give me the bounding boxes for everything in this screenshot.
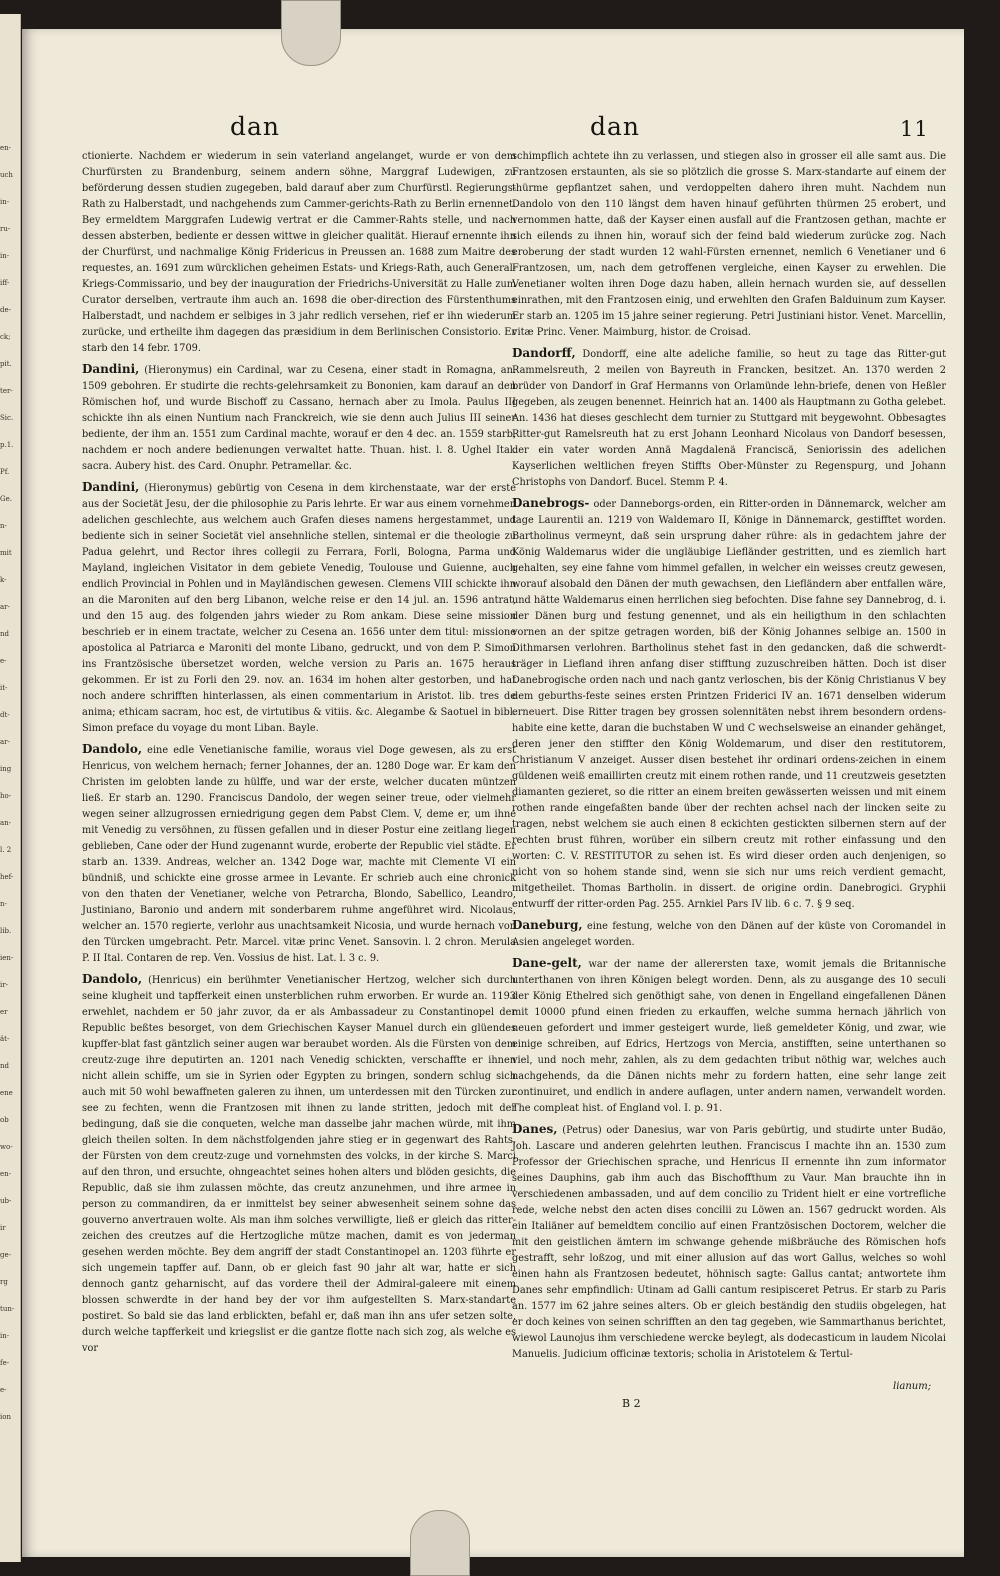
entry-text: (Hieronymus) ein Cardinal, war zu Cesena, einer stadt in Romagna, an. 1509 gebohren. Er studirte die rechts-gelehrsamkeit zu Bononien, kam darauf an den Römischen hof, und wurde Bischoff zu Cassano, hernach aber zu Imola. Paulus III schickte ihn als einen Nuntium nach Franckreich, wie sie denn auch Julius III seiner bediente, der ihm an. 1551 zum Cardinal machte, worauf er den 4 dec. an. 1559 starb, nachdem er noch andere bedienungen verwaltet hatte. Thuan. hist. l. 8. Ughel Ital. sacra. Aubery hist. des Card. Onuphr. Petramellar. &c. — [82, 365, 516, 472]
entry-text: Dondorff, eine alte adeliche familie, so heut zu tage das Ritter-gut Rammelsreuth, 2 meilen von Bayreuth in Francken, besitzet. An. 1370 werden 2 brüder von Dandorf in Graf Hermanns von Orlamünde lehn-briefe, denen von Heßler gegeben, als zeugen benennet. Heinrich hat an. 1400 als Hauptmann zu Gotha gelebet. An. 1436 hat dieses geschlecht dem turnier zu Stuttgard mit beygewohnt. Obbesagtes Ritter-gut Ramelsreuth hat zu erst Johann Leonhard Nicolaus von Dandorf besessen, der ein vater worden Annä Magdalenä Franciscä, Seniorissin des adelichen Kayserlichen weltlichen freyen Stiffts Ober-Münster zu Regenspurg, und Johann Christophs von Dandorf. Bucel. Stemm P. 4. — [512, 349, 946, 488]
book-clip-top — [281, 0, 341, 66]
left-page-text-fragment: ien- — [0, 954, 14, 962]
left-page-text-fragment: p.1. — [0, 441, 14, 449]
entry-text: war der name der allerersten taxe, womit jemals die Britannische unterthanen von ihren Königen belegt worden. Denn, als zu ausgange des 10 seculi der König Ethelred sich genöthigt sahe, von denen in Engelland eingefallenen Dänen mit 10000 pfund einen frieden zu erkauffen, welche summa hernach jährlich von neuen gefordert und immer gesteigert wurde, ließ gemeldeter König, und zwar, wie einige schreiben, auf Edrics, Hertzogs von Mercia, anstifften, seine unterthanen so viel, und noch mehr, zahlen, als zu dem gedachten tribut nöthig war, welches auch nachgehends, da die Dänen nichts mehr zu fordern hatten, eine sehr lange zeit continuiret, und endlich in andere auflagen, unter andern namen, verwandelt worden. The compleat hist. of England vol. I. p. 91. — [512, 959, 946, 1114]
left-page-text-fragment: ir- — [0, 981, 8, 989]
entry-paragraph — [82, 479, 516, 737]
left-page-text-fragment: ir — [0, 1224, 6, 1232]
entry-headword: Danebrogs- — [512, 496, 590, 510]
running-head-right: dan — [590, 112, 641, 141]
entry-text: ctionierte. Nachdem er wiederum in sein vaterland angelanget, wurde er von dem Churfürsten zu Brandenburg, seinem andern söhne, Marggraf Ludewigen, zu beförderung dessen studien zugegeben, bald darauf aber zum Churfürstl. Regierungs-Rath zu Halberstadt, und nachgehends zum Cammer-gerichts-Rath zu Berlin ernennet. Bey ermeldtem Marggrafen Ludewig vertrat er die Cammer-Rahts stelle, und nach dessen absterben, bediente er dessen wittwe in gleicher qualität. Hierauf ernennte ihn der Churfürst, und nachmalige König Fridericus in Preussen an. 1688 zum Maitre des requestes, an. 1691 zum würcklichen geheimen Estats- und Kriegs-Rath, auch General-Kriegs-Commissario, und bey der inauguration der Friedrichs-Universität zu Halle zum Curator derselben, vertraute ihm auch an. 1698 die ober-direction des Fürstenthums Halberstadt, und nachdem er selbiges in 3 jahr redlich versehen, rief er ihn wiederum zurücke, und ertheilte ihm dagegen das præsidium in dem Berlinischen Consistorio. Er starb den 14 febr. 1709. — [82, 151, 516, 354]
left-page-text-fragment: ob — [0, 1116, 9, 1124]
left-page-text-fragment: en- — [0, 1170, 12, 1178]
book-clip-bottom — [410, 1510, 470, 1576]
entry-text: oder Danneborgs-orden, ein Ritter-orden in Dännemarck, welcher am tage Laurentii an. 1219 von Waldemaro II, Könige in Dännemarck, gestifftet worden. Bartholinus vermeynt, daß sein ursprung daher rühre: als in gedachtem jahre der König Waldemarus wider die ungläubige Liefländer gestritten, und es ziemlich hart gehalten, sey eine fahne vom himmel gefallen, in welcher ein weisses creutz gewesen, worauf alsobald den Dänen der muth gewachsen, den Liefländern aber entfallen wäre, und hätte Waldemarus einen herrlichen sieg befochten. Dise fahne sey Dannebrog, d. i. der Dänen burg und festung genennet, und als ein heiligthum in den schlachten vornen an der spitze getragen worden, biß der König Johannes selbige an. 1500 in Dithmarsen verlohren. Bartholinus stehet fast in den gedancken, daß die schwerdt-träger in Liefland ihren anfang diser stifftung zuzuschreiben hätten. Doch ist diser Danebrogische orden nach und nach gantz verloschen, bis der König Christianus V bey dem geburths-feste seines ersten Printzen Friderici IV an. 1671 denselben widerum erneuert. Dise Ritter tragen bey grossen solennitäten nebst ihrem besondern ordens-habite eine kette, daran die buchstaben W und C wechselsweise an einander gehänget, deren jener den stiffter den König Woldemarum, und diser den restitutorem, Christianum V anzeiget. Ausser disen bestehet ihr ordinari ordens-zeichen in einem güldenen weiß emaillirten creutz mit einem rothen rande, und 11 creutzweis gesetzten diamanten gezieret, so die ritter an einem breiten gewässerten weissen und mit einem rothen rande eingefaßten bande über der rechten achsel nach der lincken seite zu tragen, nebst welchem sie auch einen 8 eckichten gestickten silbernen stern auf der rechten brust führen, worüber ein silbern creutz mit rother einfassung und den worten: C. V. RESTITUTOR zu sehen ist. Es wird dieser orden auch denjenigen, so nicht von so hohem stande sind, wenn sie sich nur ums reich verdient gemacht, mitgetheilet. Thomas Bartholin. in dissert. de origine ordin. Danebrogici. Gryphii entwurff der ritter-orden Pag. 255. Arnkiel Pars IV lib. 6 c. 7. § 9 seq. — [512, 499, 946, 910]
left-page-text-fragment: e- — [0, 657, 7, 665]
left-page-text-fragment: ck; — [0, 333, 11, 341]
entry-text: (Henricus) ein berühmter Venetianischer Hertzog, welcher sich durch seine klugheit und tapfferkeit einen unsterblichen ruhm erworben. Er wurde an. 1193 erwehlet, nachdem er 50 jahr zuvor, da er als Ambassadeur zu Constantinopel der Republic beßtes besorget, von dem Griechischen Kayser Manuel durch ein glüendes kupffer-blat fast gäntzlich seiner augen war beraubet worden. Als die Fürsten von dem creutz-zuge ihre deputirten an. 1201 nach Venedig schickten, verschaffte er ihnen nicht allein schiffe, um sie in Syrien oder Egypten zu bringen, sondern schlug sich auch mit 50 wohl bewaffneten galeren zu ihnen, um unterdessen mit den Türcken zur see zu fechten, wenn die Frantzosen mit ihnen zu lande stritten, jedoch mit der bedingung, daß sie die conqueten, welche man dasselbe jahr machen würde, mit ihm gleich theilen solten. In dem nächstfolgenden jahre stieg er in gegenwart des Rahts, der Fürsten von dem creutz-zuge und vornehmsten des volcks, in der kirche S. Marci auf den thron, und ersuchte, ohngeachtet seines hohen alters und blöden gesichts, die Republic, daß sie ihm zulassen möchte, das creutz anzunehmen, und ihre armee in person zu commandiren, da er inmittelst bey seiner abwesenheit seinem sohne das gouverno anvertrauen wolte. Als man ihm solches verwilligte, ließ er gleich das ritter-zeichen des creutzes auf die Hertzogliche mütze machen, damit es von jederman gesehen werden möchte. Bey dem angriff der stadt Constantinopel an. 1203 führte er sich ungemein tapffer auf. Dann, ob er gleich fast 90 jahr alt war, hatte er sich dennoch gantz geharnischt, auf das vordere theil der Admiral-galeere mit einem blossen schwerdte in der hand bey der vor ihm aufgestellten S. Marx-standarte postiret. So bald sie das land erblickten, befahl er, daß man ihn ans ufer setzen solte, durch welche tapfferkeit und kriegslist er die gantze flotte nach sich zog, als welche es vor — [82, 975, 516, 1354]
left-page-text-fragment: pit. — [0, 360, 12, 368]
entry-paragraph — [512, 149, 946, 341]
left-page-text-fragment: Pf. — [0, 468, 10, 476]
entry-paragraph — [82, 149, 516, 357]
left-page-text-fragment: iff- — [0, 279, 10, 287]
left-page-text-fragment: in- — [0, 198, 10, 206]
left-page-text-fragment: ät- — [0, 1035, 10, 1043]
entry-paragraph — [512, 1121, 946, 1363]
left-page-text-fragment: ru- — [0, 225, 11, 233]
left-page-text-fragment: ub- — [0, 1197, 12, 1205]
entry-headword: Danes, — [512, 1122, 558, 1136]
left-page-edge — [0, 14, 21, 1562]
entry-text: (Petrus) oder Danesius, war von Paris gebürtig, und studirte unter Budäo, Joh. Lascare und anderen gelehrten leuthen. Franciscus I machte ihn an. 1530 zum Professor der Griechischen sprache, und Henricus II ernennte ihn zum informator seines Dauphins, gab ihm auch das Bischoffthum zu Vaur. Man brauchte ihn in verschiedenen ambassaden, und auf dem concilio zu Trident hielt er eine vortrefliche rede, welche nebst den acten dises concilii zu Löwen an. 1567 gedruckt worden. Als ein Italiäner auf bemeldtem concilio auf einen Frantzösischen Doctorem, welcher die mit den geistlichen ämtern im schwange gehende mißbräuche des Römischen hofs gestrafft, sehr loßzog, und mit einer allusion auf das wort Gallus, welches so wohl einen hahn als Frantzosen bedeutet, höhnisch sagte: Gallus cantat; antwortete ihm Danes sehr empfindlich: Utinam ad Galli cantum resipisceret Petrus. Er starb zu Paris an. 1577 im 62 jahre seines alters. Ob er gleich beständig den studiis obgelegen, hat er doch keines von seinen schrifften an den tag gegeben, wie Sammarthanus berichtet, wiewol Launojus ihm verschiedene wercke beylegt, als dodecasticum in laudem Nicolai Manuelis. Judicium officinæ textoris; scholia in Aristotelem & Tertul- — [512, 1125, 946, 1360]
left-page-text-fragment: ho- — [0, 792, 12, 800]
left-page-text-fragment: de- — [0, 306, 11, 314]
running-head-left: dan — [230, 112, 281, 141]
left-column — [82, 149, 516, 1361]
left-page-text-fragment: n- — [0, 522, 7, 530]
entry-text: (Hieronymus) gebürtig von Cesena in dem kirchenstaate, war der erste aus der Societät Jesu, der die philosophie zu Paris lehrte. Er war aus einem vornehmen adelichen geschlechte, aus welchem auch Grafen dieses namens hergestammet, und bediente sich in seiner Societät viel ansehnliche stellen, sintemal er die theologie zu Padua gelehrt, und Rector ihres collegii zu Ferrara, Forli, Bologna, Parma und Mayland, ingleichen Visitator in dem gebiete Venedig, Toulouse und Guienne, auch endlich Provincial in Pohlen und in Mayländischen gewesen. Clemens VIII schickte ihn an die Maroniten auf den berg Libanon, welche reise er den 14 jul. an. 1596 antrat, und den 15 aug. des folgenden jahrs wieder zu Rom ankam. Diese seine mission beschrieb er in einem tractate, welcher zu Cesena an. 1656 unter dem titul: missione apostolica al Patriarca e Maroniti del monte Libano, gedruckt, und von dem P. Simon ins Frantzösische übersetzet worden, welche version zu Paris an. 1675 heraus gekommen. Er ist zu Forli den 29. nov. an. 1634 im hohen alter gestorben, und hat noch andere schrifften hinterlassen, als einen commentarium in Aristot. lib. tres de anima; ethicam sacram, hoc est, de virtutibus & vitiis. &c. Alegambe & Saotuel in bibl. Simon preface du voyage du mont Liban. Bayle. — [82, 483, 516, 734]
entry-headword: Dane-gelt, — [512, 956, 582, 970]
left-page-text-fragment: fe- — [0, 1359, 10, 1367]
entry-paragraph — [82, 971, 516, 1357]
left-page-text-fragment: ter- — [0, 387, 13, 395]
entry-headword: Dandolo, — [82, 742, 143, 756]
left-page-text-fragment: e- — [0, 1386, 7, 1394]
left-page-text-fragment: dt- — [0, 711, 10, 719]
entry-headword: Daneburg, — [512, 918, 583, 932]
entry-paragraph — [82, 741, 516, 967]
left-page-text-fragment: ene — [0, 1089, 13, 1097]
left-page-text-fragment: k- — [0, 576, 7, 584]
left-page-text-fragment: ge- — [0, 1251, 11, 1259]
entry-headword: Dandorff, — [512, 346, 576, 360]
left-page-text-fragment: er — [0, 1008, 8, 1016]
entry-text: schimpflich achtete ihn zu verlassen, und stiegen also in grosser eil alle samt aus. Die Frantzosen erstaunten, als sie so plötzlich die grosse S. Marx-standarte auf einem der thürme gepflantzet sahen, und verdoppelten dahero ihren muht. Nachdem nun Dandolo von den 110 längst dem haven hinauf geführten thürmen 25 erobert, und vernommen hatte, daß der Kayser einen ausfall auf die Frantzosen gethan, machte er sich eilends zu ihnen hin, worauf sich der feind bald wiederum zurücke zog. Nach eroberung der stadt wurden 12 wahl-Fürsten ernennet, nemlich 6 Venetianer und 6 Frantzosen, um, nach dem getroffenen vergleiche, einen Kayser zu erwehlen. Die Venetianer wolten ihren Doge dazu haben, allein hernach wurden sie, auf dessellen einrathen, mit den Frantzosen einig, und erwehlten den Grafen Balduinum zum Kayser. Er starb an. 1205 im 15 jahre seiner regierung. Petri Justiniani histor. Venet. Marcellin, vitæ Princ. Vener. Maimburg, histor. de Croisad. — [512, 151, 946, 338]
entry-paragraph — [512, 345, 946, 491]
left-page-text-fragment: Ge. — [0, 495, 12, 503]
left-page-text-fragment: Sic. — [0, 414, 14, 422]
left-page-text-fragment: nd — [0, 1062, 9, 1070]
entry-text: eine edle Venetianische familie, woraus viel Doge gewesen, als zu erst Henricus, von welchem hernach; ferner Johannes, der an. 1280 Doge war. Er kam den Christen im gelobten lande zu hülffe, und war der erste, welcher ducaten müntzen ließ. Er starb an. 1290. Franciscus Dandolo, der wegen seiner treue, oder vielmehr wegen seiner allzugrossen erniedrigung gegen dem Pabst Clem. V, deme er, um ihne mit Venedig zu versöhnen, zu füssen gefallen und in dieser Postur eine zeitlang liegen geblieben, Cane oder der Hund zugenannt wurde, eroberte der Republic viel städte. Er starb an. 1339. Andreas, welcher an. 1342 Doge war, machte mit Clemente VI ein bündniß, und schickte eine grosse armee in Levante. Er schrieb auch eine chronick von den thaten der Venetianer, welche von Petrarcha, Blondo, Sabellico, Leandro, Justiniano, Baronio und andern mit sonderbarem ruhme angeführet wird. Nicolaus, welcher an. 1570 regierte, verlohr aus unachtsamkeit Nicosia, und wurde hernach von den Türcken umgebracht. Petr. Marcel. vitæ princ Venet. Sansovin. l. 2 chron. Merula P. II Ital. Contaren de rep. Ven. Vossius de hist. Lat. l. 3 c. 9. — [82, 745, 516, 964]
left-page-text-fragment: ion — [0, 1413, 11, 1421]
left-page-text-fragment: lib. — [0, 927, 12, 935]
left-page-text-fragment: tun- — [0, 1305, 15, 1313]
left-page-text-fragment: uch — [0, 171, 13, 179]
right-column — [512, 149, 946, 1367]
left-page-text-fragment: in- — [0, 1332, 10, 1340]
entry-paragraph — [512, 917, 946, 951]
left-page-text-fragment: hef- — [0, 873, 14, 881]
left-page-text-fragment: rg — [0, 1278, 8, 1286]
left-page-text-fragment: wo- — [0, 1143, 13, 1151]
left-page-text-fragment: en- — [0, 144, 12, 152]
entry-headword: Dandini, — [82, 362, 140, 376]
entry-paragraph — [82, 361, 516, 475]
left-page-text-fragment: n- — [0, 900, 7, 908]
entry-paragraph — [512, 955, 946, 1117]
left-page-text-fragment: nd — [0, 630, 9, 638]
page-number: 11 — [900, 117, 929, 141]
entry-headword: Dandolo, — [82, 972, 143, 986]
entry-headword: Dandini, — [82, 480, 140, 494]
left-page-text-fragment: l. 2 — [0, 846, 12, 854]
left-page-text-fragment: mit — [0, 549, 12, 557]
left-page-text-fragment: an- — [0, 819, 12, 827]
entry-text: eine festung, welche von den Dänen auf der küste von Coromandel in Asien angeleget worden. — [512, 921, 946, 948]
left-page-text-fragment: ar- — [0, 738, 10, 746]
left-page-text-fragment: it- — [0, 684, 8, 692]
entry-paragraph — [512, 495, 946, 913]
catchword: lianum; — [893, 1381, 932, 1392]
signature-mark: B 2 — [622, 1397, 641, 1410]
left-page-text-fragment: ar- — [0, 603, 10, 611]
left-page-text-fragment: ing — [0, 765, 12, 773]
left-page-text-fragment: in- — [0, 252, 10, 260]
